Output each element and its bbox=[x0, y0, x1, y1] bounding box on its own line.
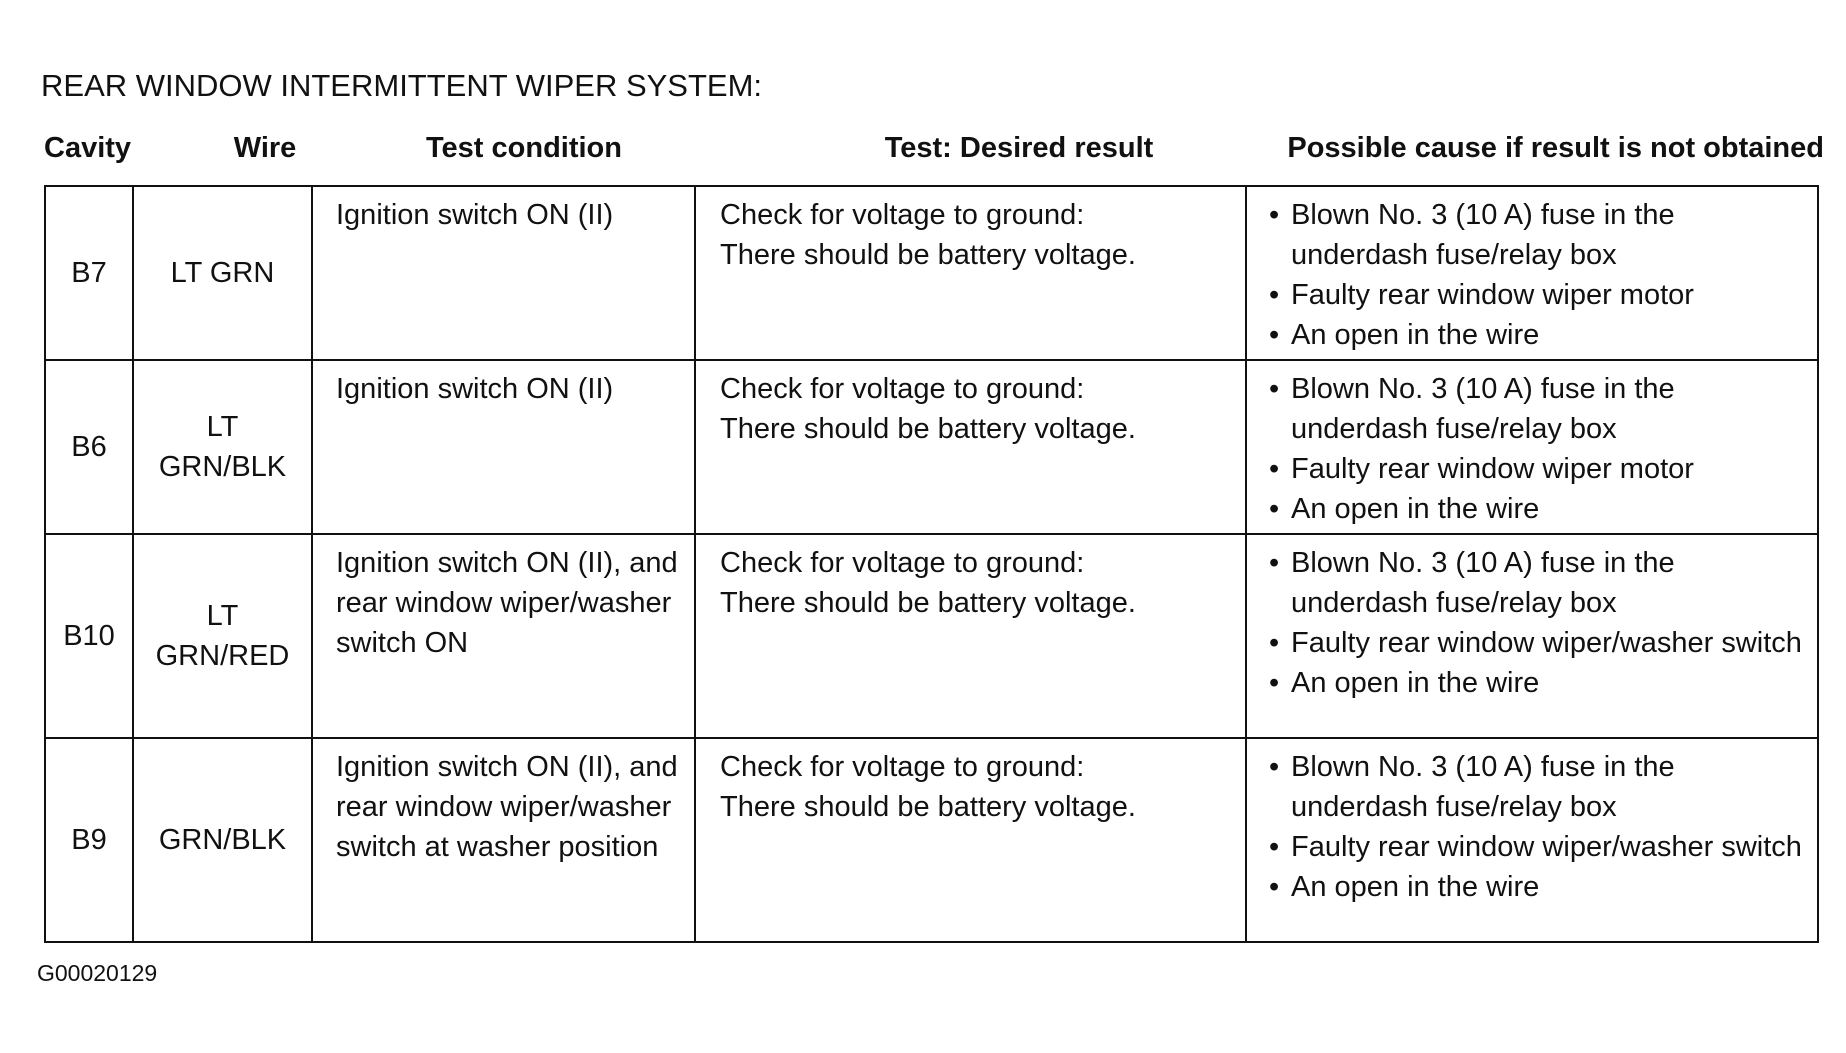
cavity-cell: B10 bbox=[45, 534, 133, 738]
header-cavity: Cavity bbox=[44, 132, 132, 164]
desired-result-text: Check for voltage to ground: There should be battery voltage. bbox=[720, 547, 1136, 619]
cavity-cell: B6 bbox=[45, 360, 133, 534]
desired-result-cell bbox=[695, 186, 1246, 360]
wire-color-label: LT GRN bbox=[170, 257, 275, 289]
wire-color-label: GRN/BLK bbox=[158, 451, 287, 483]
cavity-cell: B7 bbox=[45, 186, 133, 360]
cause-list bbox=[1269, 747, 1807, 907]
wire-cell bbox=[133, 186, 312, 360]
possible-cause-cell bbox=[1246, 738, 1818, 942]
test-condition-cell: Ignition switch ON (II), and rear window wiper/washer switch at washer position bbox=[312, 738, 695, 942]
possible-cause-cell bbox=[1246, 186, 1818, 360]
wire-cell bbox=[133, 360, 312, 534]
desired-result-cell bbox=[695, 360, 1246, 534]
cause-item: • Blown No. 3 (10 A) fuse in the underdash fuse/relay box bbox=[1269, 369, 1807, 449]
possible-cause-cell bbox=[1246, 534, 1818, 738]
cause-item: • An open in the wire bbox=[1269, 663, 1807, 703]
table-row bbox=[45, 360, 1818, 534]
wire-color-label: LT bbox=[206, 600, 239, 632]
table-body bbox=[45, 186, 1818, 942]
header-desired-result: Test: Desired result bbox=[884, 132, 1154, 164]
header-wire: Wire bbox=[233, 132, 297, 164]
cause-item: • Faulty rear window wiper/washer switch bbox=[1269, 827, 1807, 867]
desired-result-text: Check for voltage to ground: There should be battery voltage. bbox=[720, 751, 1136, 823]
wire-color-label: GRN/RED bbox=[155, 640, 290, 672]
desired-result-text: Check for voltage to ground: There should be battery voltage. bbox=[720, 373, 1136, 445]
table-row bbox=[45, 534, 1818, 738]
wire-cell bbox=[133, 534, 312, 738]
figure-id: G00020129 bbox=[37, 960, 158, 986]
wire-color-label: LT bbox=[206, 411, 239, 443]
page-title: REAR WINDOW INTERMITTENT WIPER SYSTEM: bbox=[41, 68, 763, 103]
cause-item: • Faulty rear window wiper/washer switch bbox=[1269, 623, 1807, 663]
table-row bbox=[45, 186, 1818, 360]
cause-item: • Faulty rear window wiper motor bbox=[1269, 275, 1807, 315]
cavity-cell: B9 bbox=[45, 738, 133, 942]
table-header-row bbox=[44, 132, 1824, 180]
test-condition-cell: Ignition switch ON (II) bbox=[312, 360, 695, 534]
cause-list bbox=[1269, 195, 1807, 355]
cause-item: • Blown No. 3 (10 A) fuse in the underdash fuse/relay box bbox=[1269, 747, 1807, 827]
wire-color-label: GRN/BLK bbox=[158, 824, 287, 856]
table-row bbox=[45, 738, 1818, 942]
test-condition-cell: Ignition switch ON (II), and rear window wiper/washer switch ON bbox=[312, 534, 695, 738]
cause-item: • An open in the wire bbox=[1269, 489, 1807, 529]
cause-list bbox=[1269, 543, 1807, 703]
desired-result-text: Check for voltage to ground: There should be battery voltage. bbox=[720, 199, 1136, 271]
wire-cell bbox=[133, 738, 312, 942]
header-test-condition: Test condition bbox=[425, 132, 622, 164]
cause-item: • Faulty rear window wiper motor bbox=[1269, 449, 1807, 489]
header-possible-cause: Possible cause if result is not obtained bbox=[1287, 132, 1824, 164]
cause-item: • Blown No. 3 (10 A) fuse in the underdash fuse/relay box bbox=[1269, 195, 1807, 275]
desired-result-cell bbox=[695, 534, 1246, 738]
test-condition-cell: Ignition switch ON (II) bbox=[312, 186, 695, 360]
cause-item: • An open in the wire bbox=[1269, 315, 1807, 355]
desired-result-cell bbox=[695, 738, 1246, 942]
cause-item: • Blown No. 3 (10 A) fuse in the underdash fuse/relay box bbox=[1269, 543, 1807, 623]
cause-list bbox=[1269, 369, 1807, 529]
possible-cause-cell bbox=[1246, 360, 1818, 534]
cause-item: • An open in the wire bbox=[1269, 867, 1807, 907]
wiring-test-table bbox=[44, 185, 1819, 943]
